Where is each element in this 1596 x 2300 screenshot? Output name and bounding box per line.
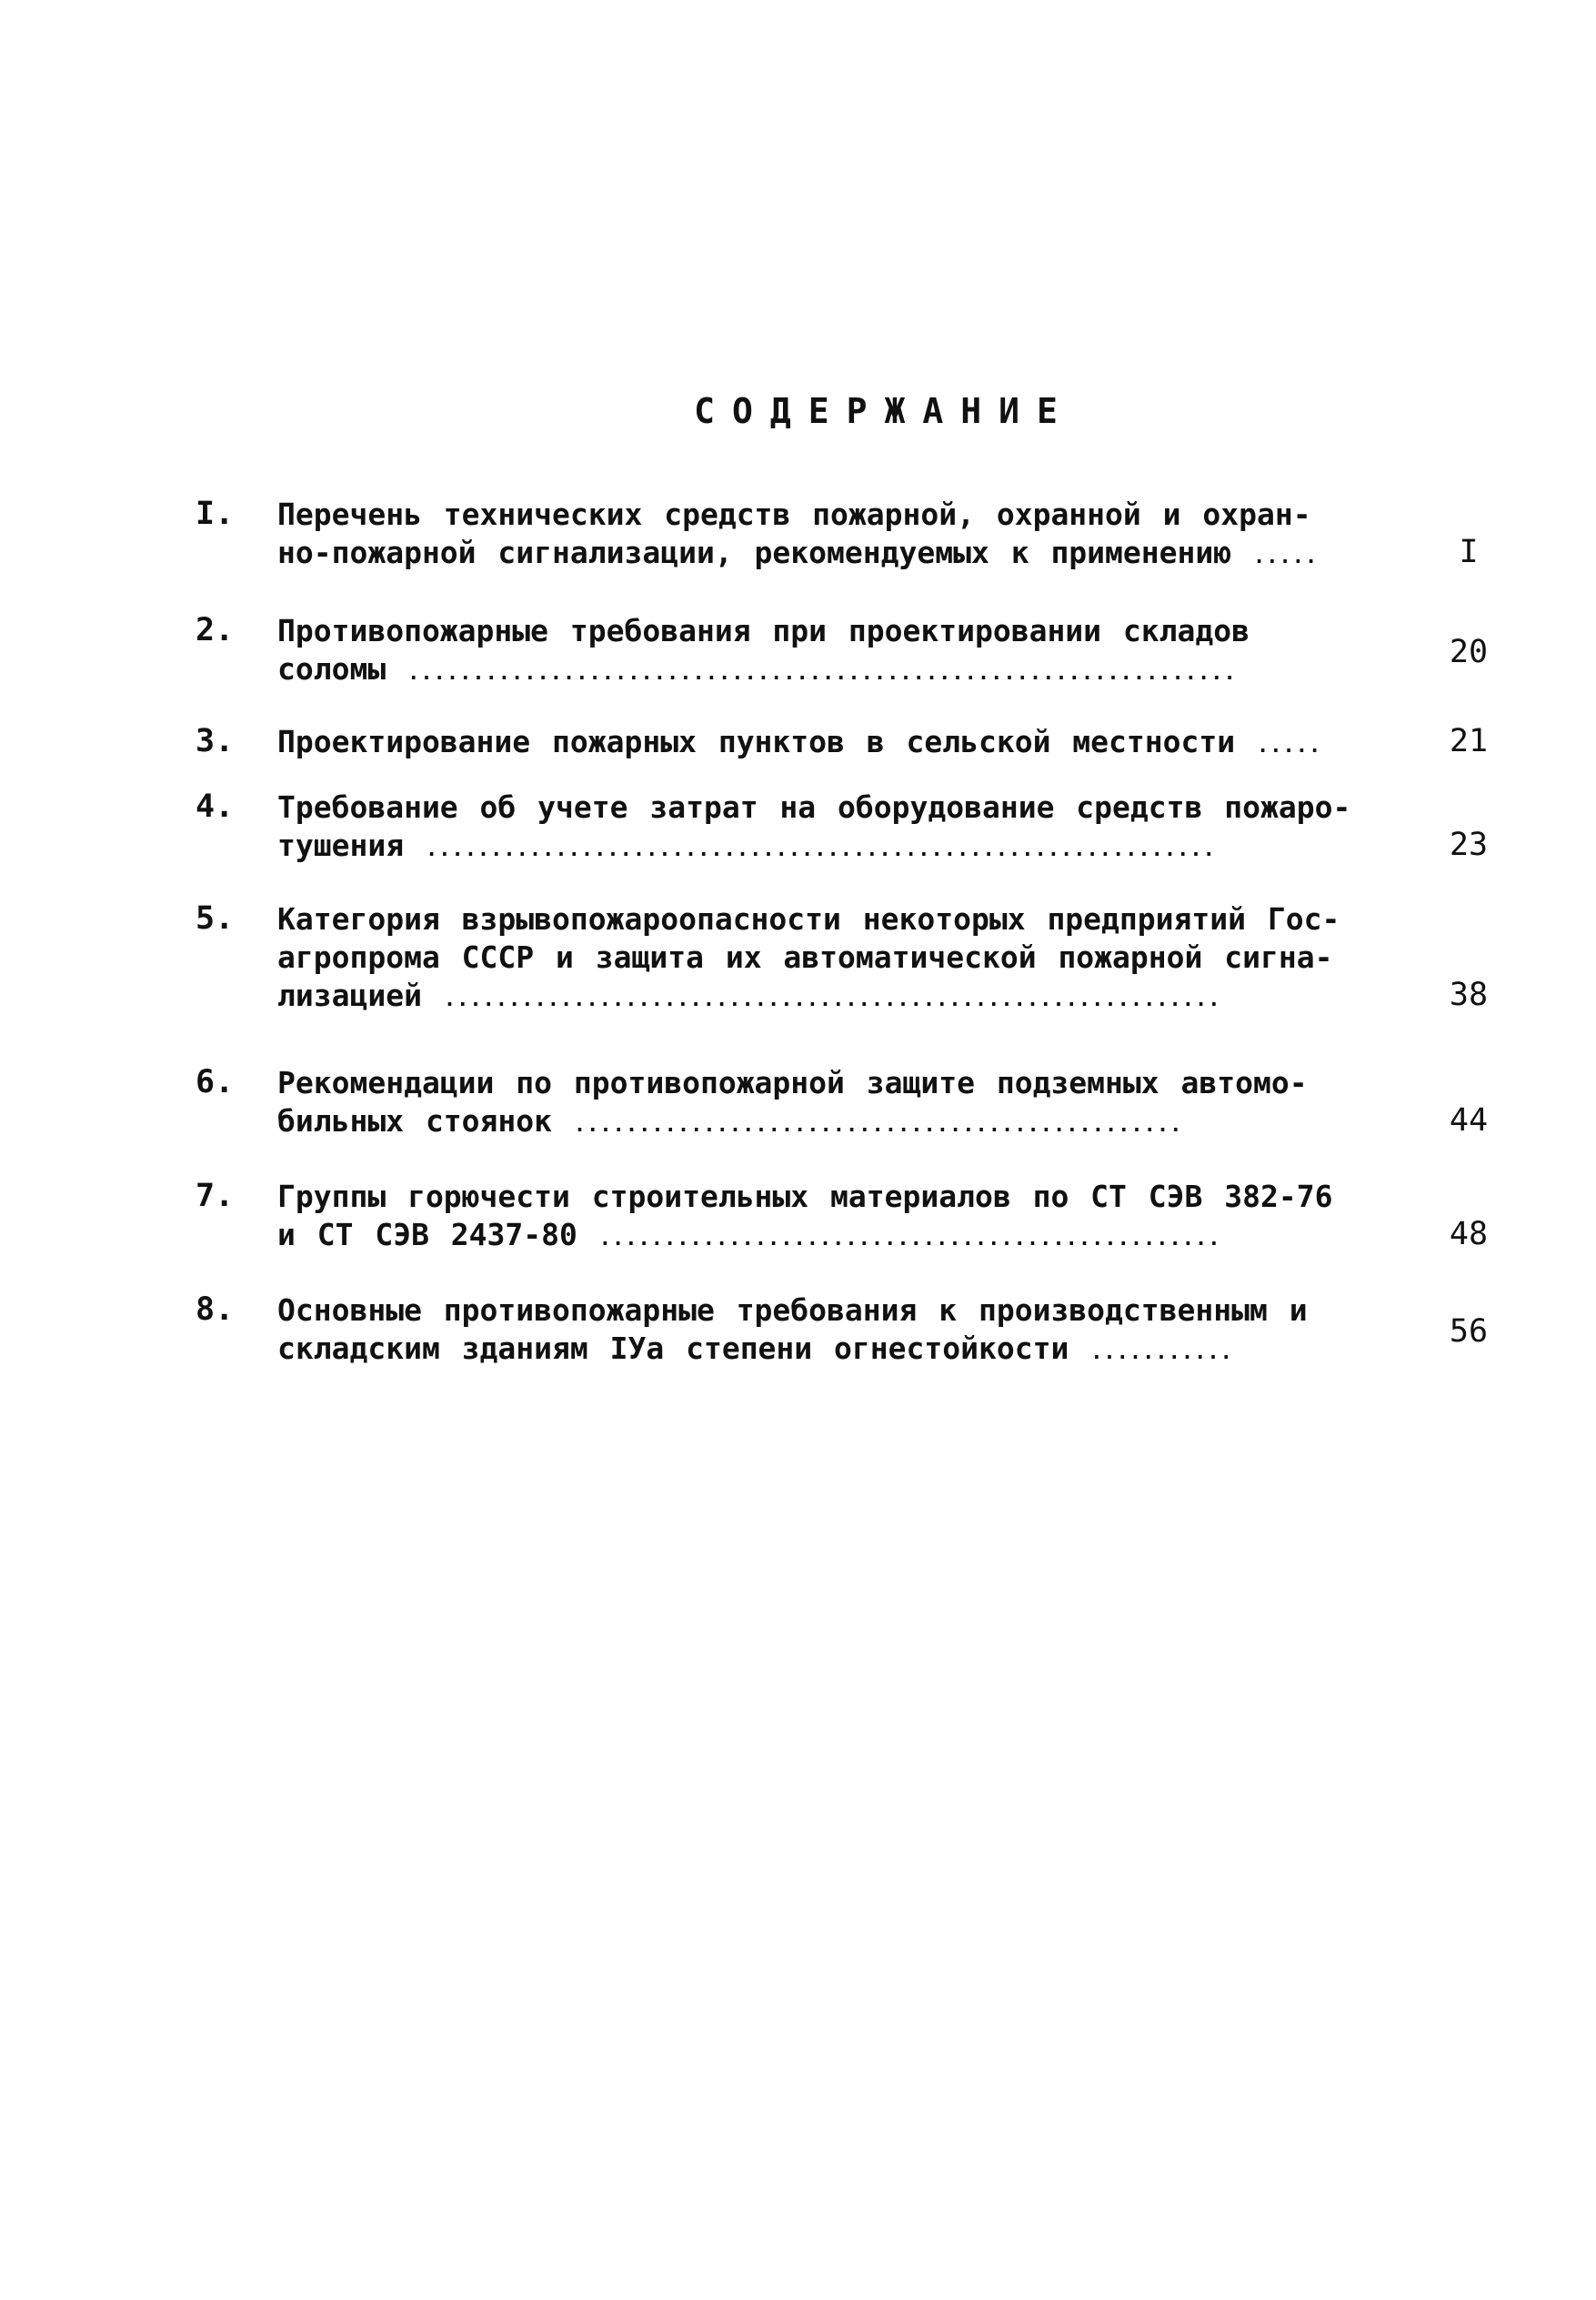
- leader-dots: .....: [1257, 735, 1322, 758]
- entry-line: [277, 1330, 1355, 1372]
- entry-line: [277, 1102, 1355, 1145]
- entry-line: Рекомендации по противопожарной защите подземных автомо-: [277, 1065, 1308, 1100]
- entry-line-text: тушения: [277, 828, 405, 863]
- leader-dots: ................................................................: [407, 662, 1237, 685]
- entry-line: [277, 977, 1355, 1019]
- entry-line-text: лизацией: [277, 978, 422, 1013]
- entry-page-number: 56: [1449, 1313, 1489, 1350]
- entry-page-number: 23: [1449, 827, 1489, 863]
- entry-number: 4.: [196, 788, 235, 825]
- entry-line: Основные противопожарные требования к производственным и: [277, 1292, 1308, 1328]
- entry-text: [277, 900, 1355, 1019]
- page-title: СОДЕРЖАНИЕ: [694, 391, 1075, 431]
- entry-line-text: и СТ СЭВ 2437-80: [277, 1217, 577, 1252]
- entry-line-text: но-пожарной сигнализации, рекомендуемых к применению: [277, 535, 1232, 570]
- entry-line: [277, 723, 1355, 766]
- leader-dots: ...............................................: [573, 1114, 1183, 1137]
- entry-number: I.: [196, 496, 235, 532]
- leader-dots: ................................................: [598, 1228, 1221, 1250]
- leader-dots: ............................................................: [443, 989, 1221, 1011]
- leader-dots: .....: [1253, 546, 1319, 568]
- entry-number: 8.: [196, 1291, 235, 1328]
- leader-dots: ...........: [1090, 1341, 1233, 1364]
- entry-text: [277, 612, 1355, 693]
- leader-dots: .............................................................: [425, 839, 1216, 861]
- entry-page-number: I: [1459, 534, 1479, 570]
- entry-number: 2.: [196, 612, 235, 648]
- entry-text: [277, 1064, 1355, 1145]
- entry-number: 5.: [196, 900, 235, 937]
- entry-number: 6.: [196, 1064, 235, 1100]
- entry-text: [277, 496, 1355, 577]
- entry-page-number: 20: [1449, 634, 1489, 670]
- entry-line: Категория взрывопожароопасности некоторых предприятий Гос-: [277, 901, 1340, 937]
- entry-page-number: 38: [1449, 977, 1489, 1013]
- entry-line: [277, 1216, 1355, 1259]
- entry-page-number: 44: [1449, 1102, 1489, 1139]
- entry-text: [277, 1178, 1355, 1259]
- entry-number: 7.: [196, 1178, 235, 1214]
- entry-line: [277, 650, 1355, 693]
- entry-line: [277, 827, 1355, 869]
- entry-line: Противопожарные требования при проектировании складов: [277, 613, 1250, 648]
- entry-line-text: соломы: [277, 651, 386, 687]
- entry-page-number: 21: [1449, 723, 1489, 759]
- entry-line: Группы горючести строительных материалов по СТ СЭВ 382-76: [277, 1179, 1333, 1214]
- entry-line-text: бильных стоянок: [277, 1103, 553, 1139]
- entry-text: [277, 1291, 1355, 1372]
- entry-line-text: складским зданиям IУа степени огнестойкости: [277, 1331, 1069, 1366]
- entry-line: Требование об учете затрат на оборудование средств пожаро-: [277, 789, 1351, 825]
- entry-text: [277, 788, 1355, 869]
- entry-number: 3.: [196, 723, 235, 759]
- entry-line: Перечень технических средств пожарной, охранной и охран-: [277, 497, 1311, 532]
- entry-text: [277, 723, 1355, 766]
- entry-line-text: Проектирование пожарных пунктов в сельской местности: [277, 724, 1236, 759]
- entry-page-number: 48: [1449, 1216, 1489, 1252]
- entry-line: агропрома СССР и защита их автоматической пожарной сигна-: [277, 939, 1333, 975]
- entry-line: [277, 534, 1355, 577]
